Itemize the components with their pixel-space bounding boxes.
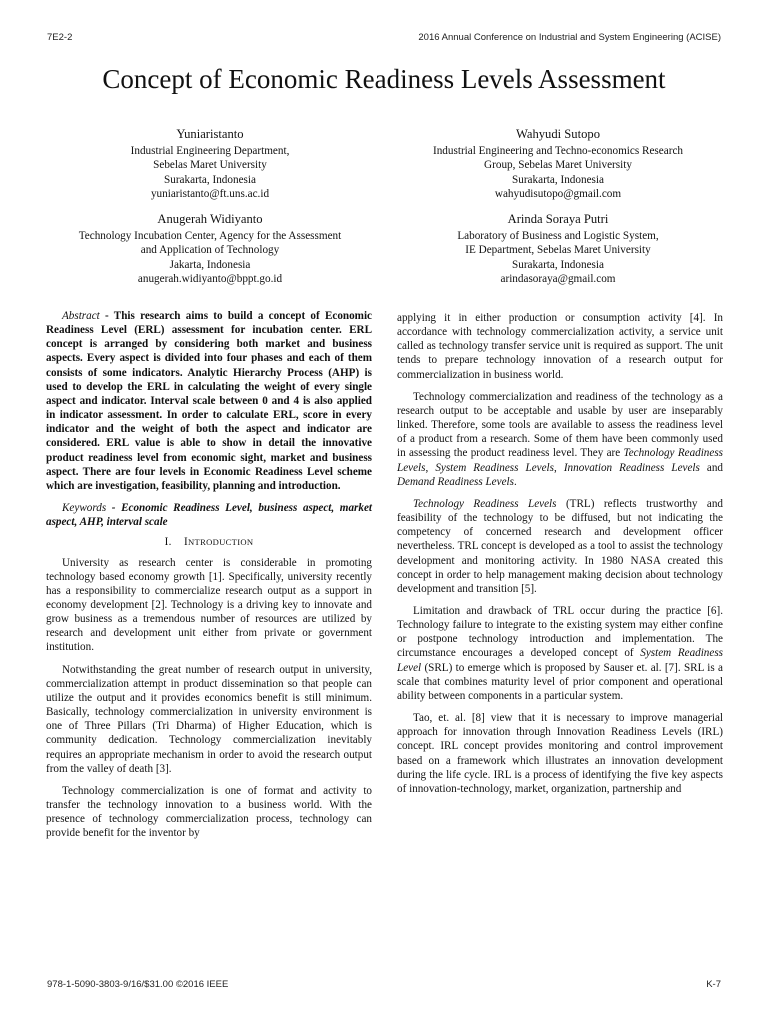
- abstract: [46, 309, 372, 493]
- paper-title: Concept of Economic Readiness Levels Assessment: [102, 64, 666, 94]
- term-trl: Technology Readiness Levels: [413, 497, 557, 510]
- term-drl: Demand Readiness Levels: [397, 475, 514, 488]
- section-title-rest: NTRODUCTION: [188, 537, 254, 548]
- author-email: anugerah.widiyanto@bppt.go.id: [137, 272, 283, 285]
- page-number: K-7: [706, 979, 721, 990]
- keywords-text: - Economic Readiness Level, business aspect, market aspect, AHP, interval scale: [46, 502, 372, 529]
- author-location: Jakarta, Indonesia: [169, 258, 251, 271]
- term-srl: System Readiness Levels: [435, 461, 554, 474]
- abstract-text: - This research aims to build a concept of Economic Readiness Level (ERL) assessment for incubation center. ERL concept is arranged by considering both market and business aspects. Every aspect is divided into four phases and each of them consists of some indicators. Analytic Hierarchy Process (AHP) is used to develop the ERL in calculating the weight of every single aspect and indicator. Interval scale between 0 and 4 is also applied in indicator assessment. In order to calculate ERL, score in every indicator and the weight of both the aspect and indicator are considered. ERL value is able to show in detail the innovative product readiness level from economic sight, market and business aspect. There are four levels in Economic Readiness Level scheme which are investigation, feasibility, planning and introduction.: [46, 310, 372, 492]
- author-name: Wahyudi Sutopo: [516, 127, 600, 141]
- body-paragraph: applying it in either production or consumption activity [4]. In accordance with technology commercialization activity, a service unit called as technology transfer service unit is required as support. The unit tends to prepare technology innovation of a research output for commercialization in business world.: [397, 312, 723, 381]
- body-paragraph: Technology commercialization is one of format and activity to transfer the technology innovation to a business world. With the presence of technology commercialization process, technology can provide benefit for the inventor by: [46, 784, 372, 840]
- author-block-4: [388, 212, 728, 286]
- term-srl: System Readiness Level: [397, 647, 723, 674]
- keywords: [46, 501, 372, 529]
- keywords-label: Keywords: [62, 502, 107, 515]
- body-paragraph: [397, 390, 723, 489]
- author-email: wahyudisutopo@gmail.com: [494, 187, 622, 200]
- author-block-1: [40, 127, 380, 201]
- author-affiliation: Industrial Engineering Department,: [130, 145, 290, 158]
- author-block-3: [40, 212, 380, 286]
- section-heading-introduction: [46, 535, 372, 549]
- author-affiliation: Technology Incubation Center, Agency for the Assessment: [78, 230, 342, 243]
- body-paragraph: University as research center is considerable in promoting technology based economy growth [1]. Specifically, university recently has a responsibility to commercialize research output as a support in economy development [2]. Technology is a driving key to innovate and grow business as a tremendous number of resources are utilized by research and development unit either from private or government institution.: [46, 556, 372, 654]
- text-run: (SRL) to emerge which is proposed by Sauser et. al. [7]. SRL is a scale that combines maturity level of prior component and operational ability between components in a particular system.: [397, 661, 723, 702]
- section-number: I.: [164, 536, 172, 549]
- text-run: .: [513, 475, 517, 488]
- body-paragraph: Notwithstanding the great number of research output in university, commercialization attempt in product dissemination so that people can utilize the output and it provides economics benefit is still minimum. Basically, technology commercialization in university environment is one of Three Pillars (Tri Dharma) of Higher Education, which is community dedication. Technology commercialization inevitably requires an appropriate mechanism in order to avoid the research output from the valley of death [3].: [46, 663, 372, 775]
- footer-isbn-copyright: 978-1-5090-3803-9/16/$31.00 ©2016 IEEE: [47, 979, 229, 990]
- running-header-conference: 2016 Annual Conference on Industrial and System Engineering (ACISE): [418, 32, 721, 43]
- term-trl: Technology Readiness Levels: [397, 447, 723, 474]
- running-header-code: 7E2-2: [47, 32, 73, 43]
- text-run: ,: [554, 461, 564, 474]
- text-run: Limitation and drawback of TRL occur during the practice [6]. Technology failure to integrate to the existing system may either confine or postpone technology introduction and implementation. The circumstance encourages a developed concept of: [397, 604, 723, 660]
- author-name: Anugerah Widiyanto: [157, 212, 263, 226]
- author-location: Surakarta, Indonesia: [164, 173, 256, 186]
- author-location: Surakarta, Indonesia: [512, 173, 604, 186]
- section-title-initial: I: [184, 536, 189, 549]
- text-run: and: [699, 461, 723, 474]
- author-name: Arinda Soraya Putri: [507, 212, 609, 226]
- abstract-label: Abstract: [62, 310, 100, 322]
- author-email: yuniaristanto@ft.uns.ac.id: [150, 187, 270, 200]
- left-column: [46, 309, 372, 846]
- text-run: (TRL) reflects trustworthy and feasibility of the technology to be diffused, but not indicating the competency of concerned research and development officer nevertheless. TRL concept is developed as a tool to assist the technology development and monitoring activity. In 1980 NASA created this concept in order to help management making decision about technology development and transition [5].: [397, 497, 723, 595]
- author-affiliation: Laboratory of Business and Logistic System,: [457, 230, 659, 243]
- author-email: arindasoraya@gmail.com: [500, 272, 616, 285]
- author-affiliation: Group, Sebelas Maret University: [484, 159, 632, 172]
- author-affiliation: Industrial Engineering and Techno-economics Research: [432, 145, 684, 158]
- author-name: Yuniaristanto: [176, 127, 244, 141]
- term-irl: Innovation Readiness Levels: [563, 461, 700, 474]
- body-paragraph: [397, 604, 723, 703]
- body-paragraph: Tao, et. al. [8] view that it is necessary to improve managerial approach for innovation through Innovation Readiness Levels (IRL) concept. IRL concept provides monitoring and control improvement based on a framework which illustrates an innovation development during the life cycle. IRL is a process of identifying the five key aspects of innovation-technology, market, organization, partnership and: [397, 712, 723, 795]
- author-block-2: [388, 127, 728, 201]
- author-affiliation: IE Department, Sebelas Maret University: [465, 244, 651, 257]
- body-paragraph: [397, 497, 723, 596]
- author-location: Surakarta, Indonesia: [512, 258, 604, 271]
- right-column: [397, 311, 723, 802]
- text-run: ,: [425, 461, 436, 474]
- author-affiliation: and Application of Technology: [140, 244, 280, 257]
- text-run: Technology commercialization and readiness of the technology as a research output to be acceptable and usable by user are inseparably linked. Therefore, some tools are available to assess the readiness level of a product from a research. Some of them have been commonly used in assessing the product readiness level. They are: [397, 390, 723, 460]
- author-affiliation: Sebelas Maret University: [153, 159, 267, 172]
